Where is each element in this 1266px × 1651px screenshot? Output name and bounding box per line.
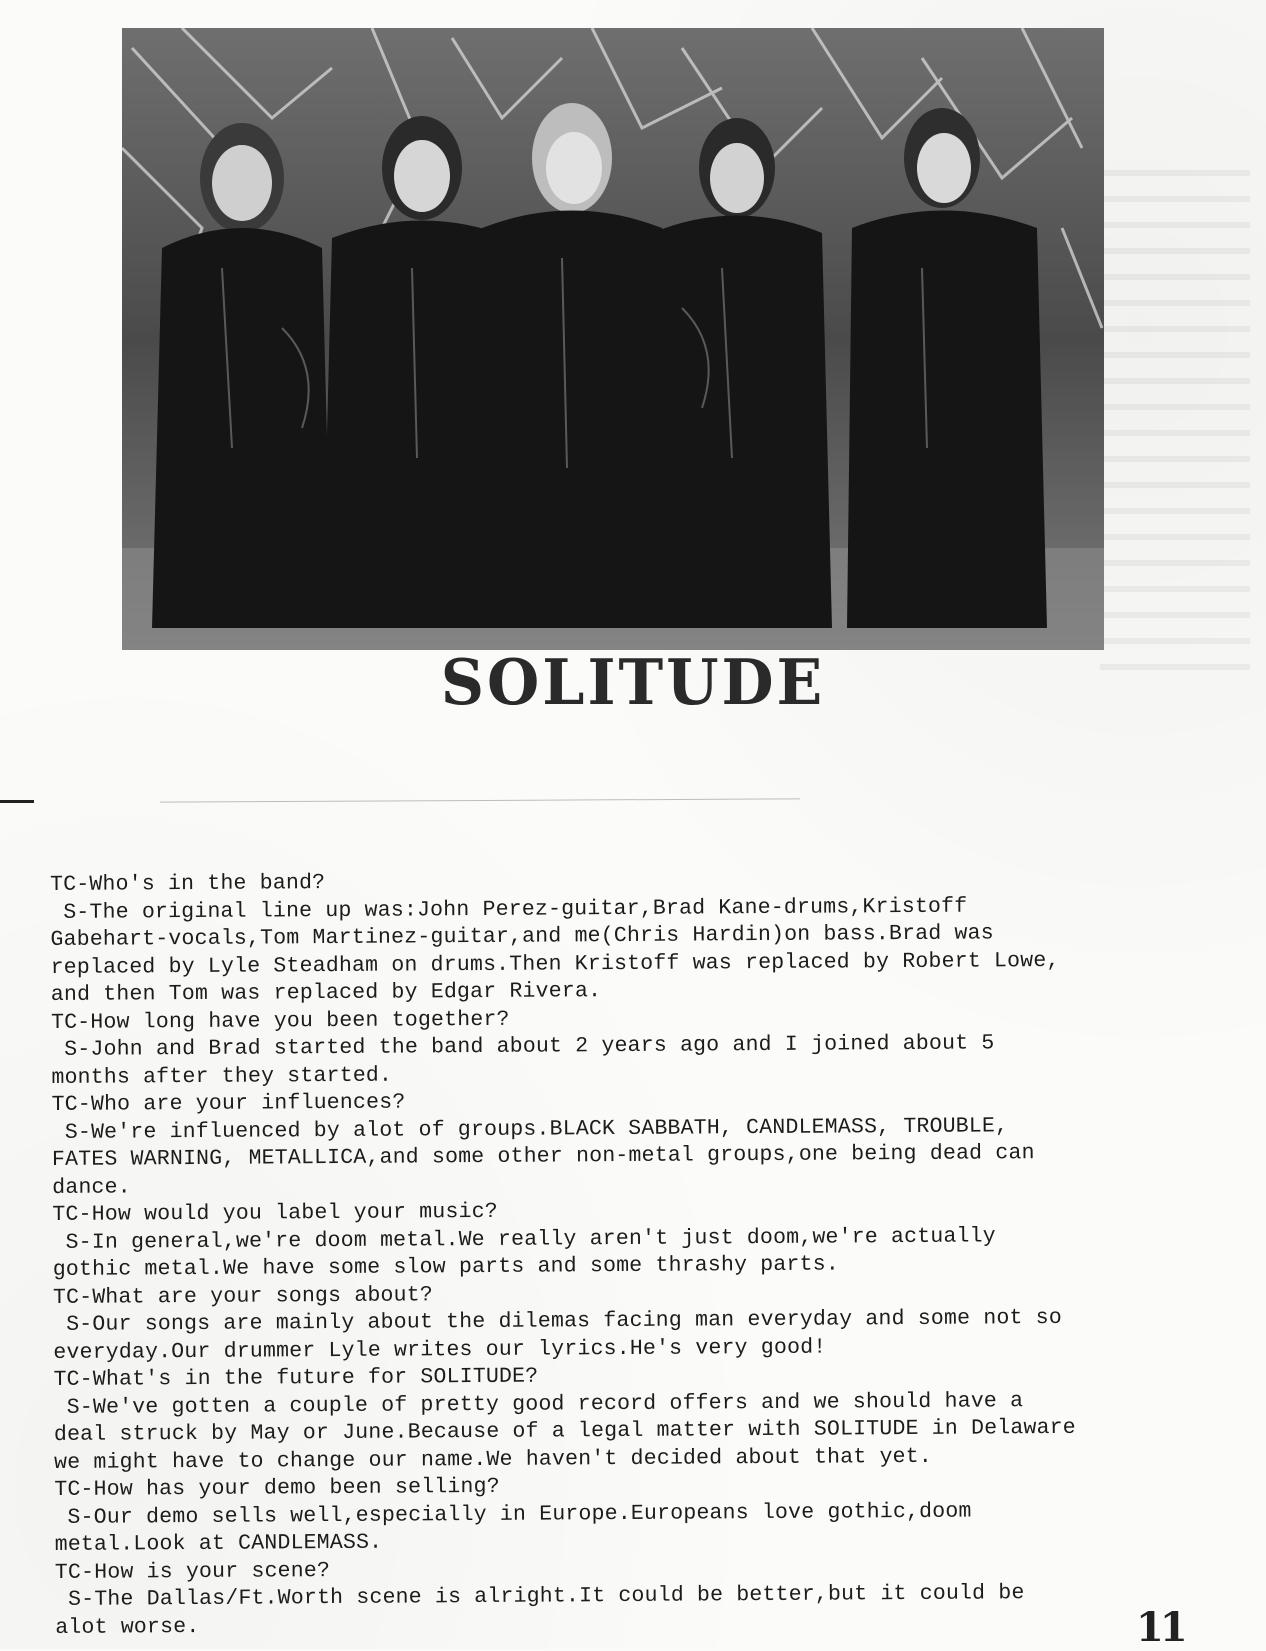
divider-rule <box>160 798 800 802</box>
answer-prefix: S- <box>67 1587 95 1612</box>
answer-text: In general,we're doom metal.We really aren't just doom,we're actually <box>91 1223 996 1255</box>
question-prefix: TC- <box>52 1285 93 1310</box>
question-text: How is your scene? <box>94 1558 331 1585</box>
answer-prefix: S- <box>66 1312 93 1337</box>
question-prefix: TC- <box>54 1560 95 1585</box>
answer-text: We've gotten a couple of pretty good record offers and we should have a <box>92 1388 1024 1420</box>
answer-prefix: S- <box>65 1230 92 1255</box>
answer-continuation: everyday.Our drummer Lyle writes our lyrics.He's very good! <box>53 1335 827 1365</box>
question-text: Who are your influences? <box>90 1090 406 1117</box>
answer-continuation: replaced by Lyle Steadham on drums.Then Kristoff was replaced by Robert Lowe, <box>50 948 1060 980</box>
question-text: How would you label your music? <box>91 1199 498 1227</box>
question-prefix: TC- <box>52 1202 92 1227</box>
band-photo <box>122 28 1104 650</box>
band-name-title: SOLITUDE <box>440 646 826 720</box>
answer-prefix: S- <box>66 1395 94 1420</box>
answer-text: Our songs are mainly about the dilemas facing man everyday and some not so <box>92 1305 1063 1337</box>
answer-text: We're influenced by alot of groups.BLACK SABBATH, CANDLEMASS, TROUBLE, <box>90 1113 1009 1145</box>
answer-continuation: Gabehart-vocals,Tom Martinez-guitar,and me(Chris Hardin)on bass.Brad was <box>50 921 994 952</box>
answer-continuation: FATES WARNING, METALLICA,and some other non-metal groups,one being dead can <box>51 1141 1035 1172</box>
question-prefix: TC- <box>50 872 90 897</box>
answer-prefix: S- <box>67 1505 94 1530</box>
question-text: Who's in the band? <box>89 871 326 897</box>
interview-text <box>50 864 1225 1642</box>
answer-text: Our demo sells well,especially in Europe.Europeans love gothic,doom <box>93 1499 972 1530</box>
answer-continuation: gothic metal.We have some slow parts and some thrashy parts. <box>52 1252 839 1282</box>
question-prefix: TC- <box>54 1477 94 1502</box>
margin-mark <box>0 800 34 803</box>
answer-continuation: we might have to change our name.We haven't decided about that yet. <box>54 1444 933 1475</box>
question-text: How long have you been together? <box>90 1007 510 1035</box>
question-prefix: TC- <box>53 1367 93 1392</box>
answer-prefix: S- <box>63 900 90 925</box>
question-text: How has your demo been selling? <box>93 1474 500 1502</box>
question-text: What's in the future for SOLITUDE? <box>92 1364 539 1392</box>
page-number: 11 <box>1136 1604 1184 1651</box>
answer-continuation: dance. <box>52 1174 131 1200</box>
answer-continuation: alot worse. <box>55 1614 200 1640</box>
bleed-through-texture <box>1100 170 1250 670</box>
answer-continuation: and then Tom was replaced by Edgar Rivera. <box>50 979 602 1007</box>
question-text: What are your songs about? <box>92 1282 434 1310</box>
answer-text: John and Brad started the band about 2 years ago and I joined about 5 <box>90 1031 995 1062</box>
answer-prefix: S- <box>64 1120 92 1145</box>
answer-prefix: S- <box>64 1037 91 1062</box>
answer-text: The Dallas/Ft.Worth scene is alright.It could be better,but it could be <box>94 1581 1025 1612</box>
answer-continuation: metal.Look at CANDLEMASS. <box>54 1530 383 1557</box>
answer-continuation: months after they started. <box>51 1063 393 1090</box>
answer-continuation: deal struck by May or June.Because of a legal matter with SOLITUDE in Delaware <box>53 1415 1076 1447</box>
answer-text: The original line up was:John Perez-guitar,Brad Kane-drums,Kristoff <box>89 894 968 925</box>
question-prefix: TC- <box>51 1092 92 1117</box>
question-prefix: TC- <box>50 1010 91 1035</box>
